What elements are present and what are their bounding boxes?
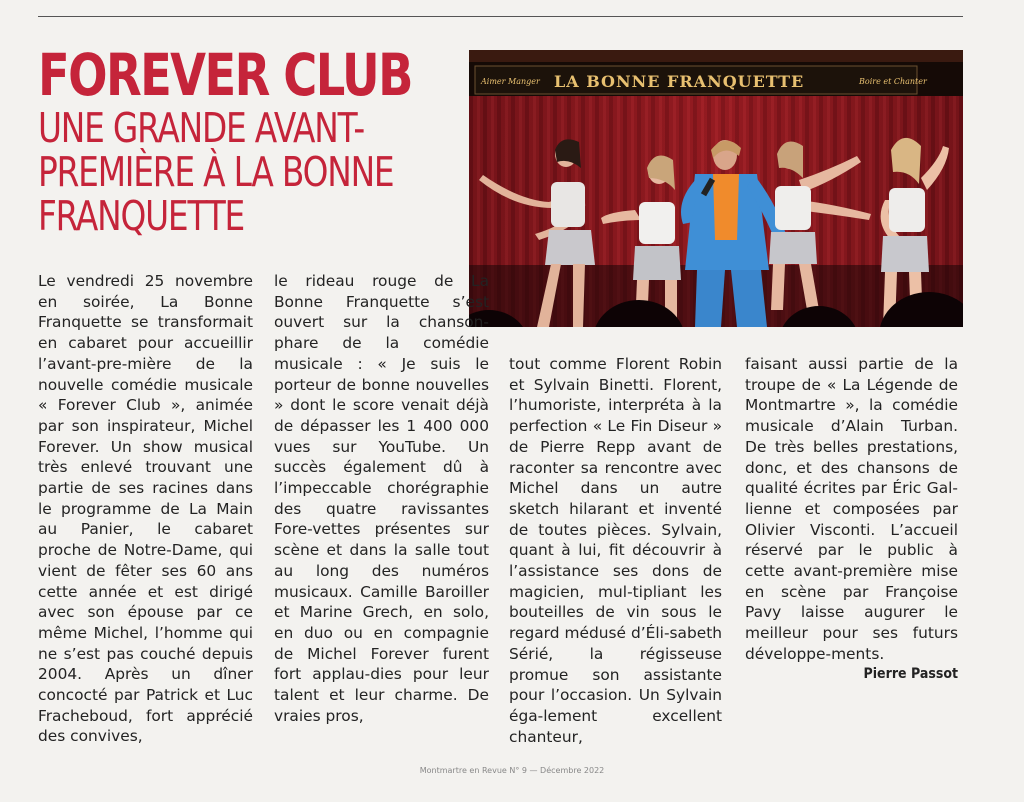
author-byline: Pierre Passot [863, 666, 958, 682]
body-paragraph: faisant aussi partie de la troupe de « La Légende de Montmartre », la comédie musicale d’Alain Turban. De très belles prestations, donc, et des chansons de qualité écrites par Éric Gal-lienne et composées par Olivier Visconti. L’accueil réservé par le public à cette avant-première mise en scène par Françoise Pavy laisse augurer le meilleur pour ses futurs développe-ments. [745, 355, 958, 663]
body-paragraph: Le vendredi 25 novembre en soirée, La Bonne Franquette se transformait en cabaret pour accueillir l’avant-pre-mière de la nouvelle comédie musicale « Forever Club », animée par son inspirateur, Michel Forever. Un show musical très enlevé trouvant une partie de ses racines dans le programme de La Main au Panier, le cabaret proche de Notre-Dame, qui vient de fêter ses 60 ans cette année et est dirigé avec son épouse par ce même Michel, l’homme qui ne s’est pas couché depuis 2004. Après un dîner concocté par Patrick et Luc Fracheboud, fort apprécié des convives, [38, 272, 253, 746]
article-column-3 [509, 354, 722, 747]
headline-block [38, 41, 458, 240]
page-footer: Montmartre en Revue N° 9 — Décembre 2022 [419, 766, 605, 775]
sign-right-text: Boire et Chanter [859, 77, 927, 86]
article-title: FOREVER CLUB [38, 41, 412, 109]
article-subtitle: UNE GRANDE AVANT-PREMIÈRE À LA BONNE FRANQUETTE [38, 104, 394, 240]
stage-photo [469, 50, 963, 327]
sign-main-text: LA BONNE FRANQUETTE [554, 72, 805, 91]
body-paragraph: tout comme Florent Robin et Sylvain Binetti. Florent, l’humoriste, interpréta à la perfection « Le Fin Diseur » de Pierre Repp avant de raconter sa rencontre avec Michel dans un autre sketch hilarant et inventé de toutes pièces. Sylvain, quant à lui, fit découvrir à l’assistance ses dons de magicien, mul-tipliant les bouteilles de vin sous le regard médusé d’Éli-sabeth Sérié, la régisseuse promue son assistante pour l’occasion. Un Sylvain éga-lement excellent chanteur, [509, 355, 722, 746]
article-column-1 [38, 271, 253, 747]
top-rule [38, 16, 963, 17]
sign-left-text: Aimer Manger [481, 77, 540, 86]
article-column-2 [274, 271, 489, 726]
body-paragraph: le rideau rouge de La Bonne Franquette s’est ouvert sur la chanson-phare de la comédie musicale : « Je suis le porteur de bonne nouvelles » dont le score venait déjà de dépasser les 1 400 000 vues sur YouTube. Un succès également dû à l’impeccable chorégraphie des quatre ravissantes Fore-vettes présentes sur scène et dans la salle tout au long des numéros musicaux. Camille Baroiller et Marine Grech, en solo, en duo ou en compagnie de Michel Forever furent fort applau-dies pour leur talent et leur charme. De vraies pros, [274, 272, 489, 725]
article-column-4 [745, 354, 958, 665]
stage-photo-drawing [469, 50, 963, 327]
